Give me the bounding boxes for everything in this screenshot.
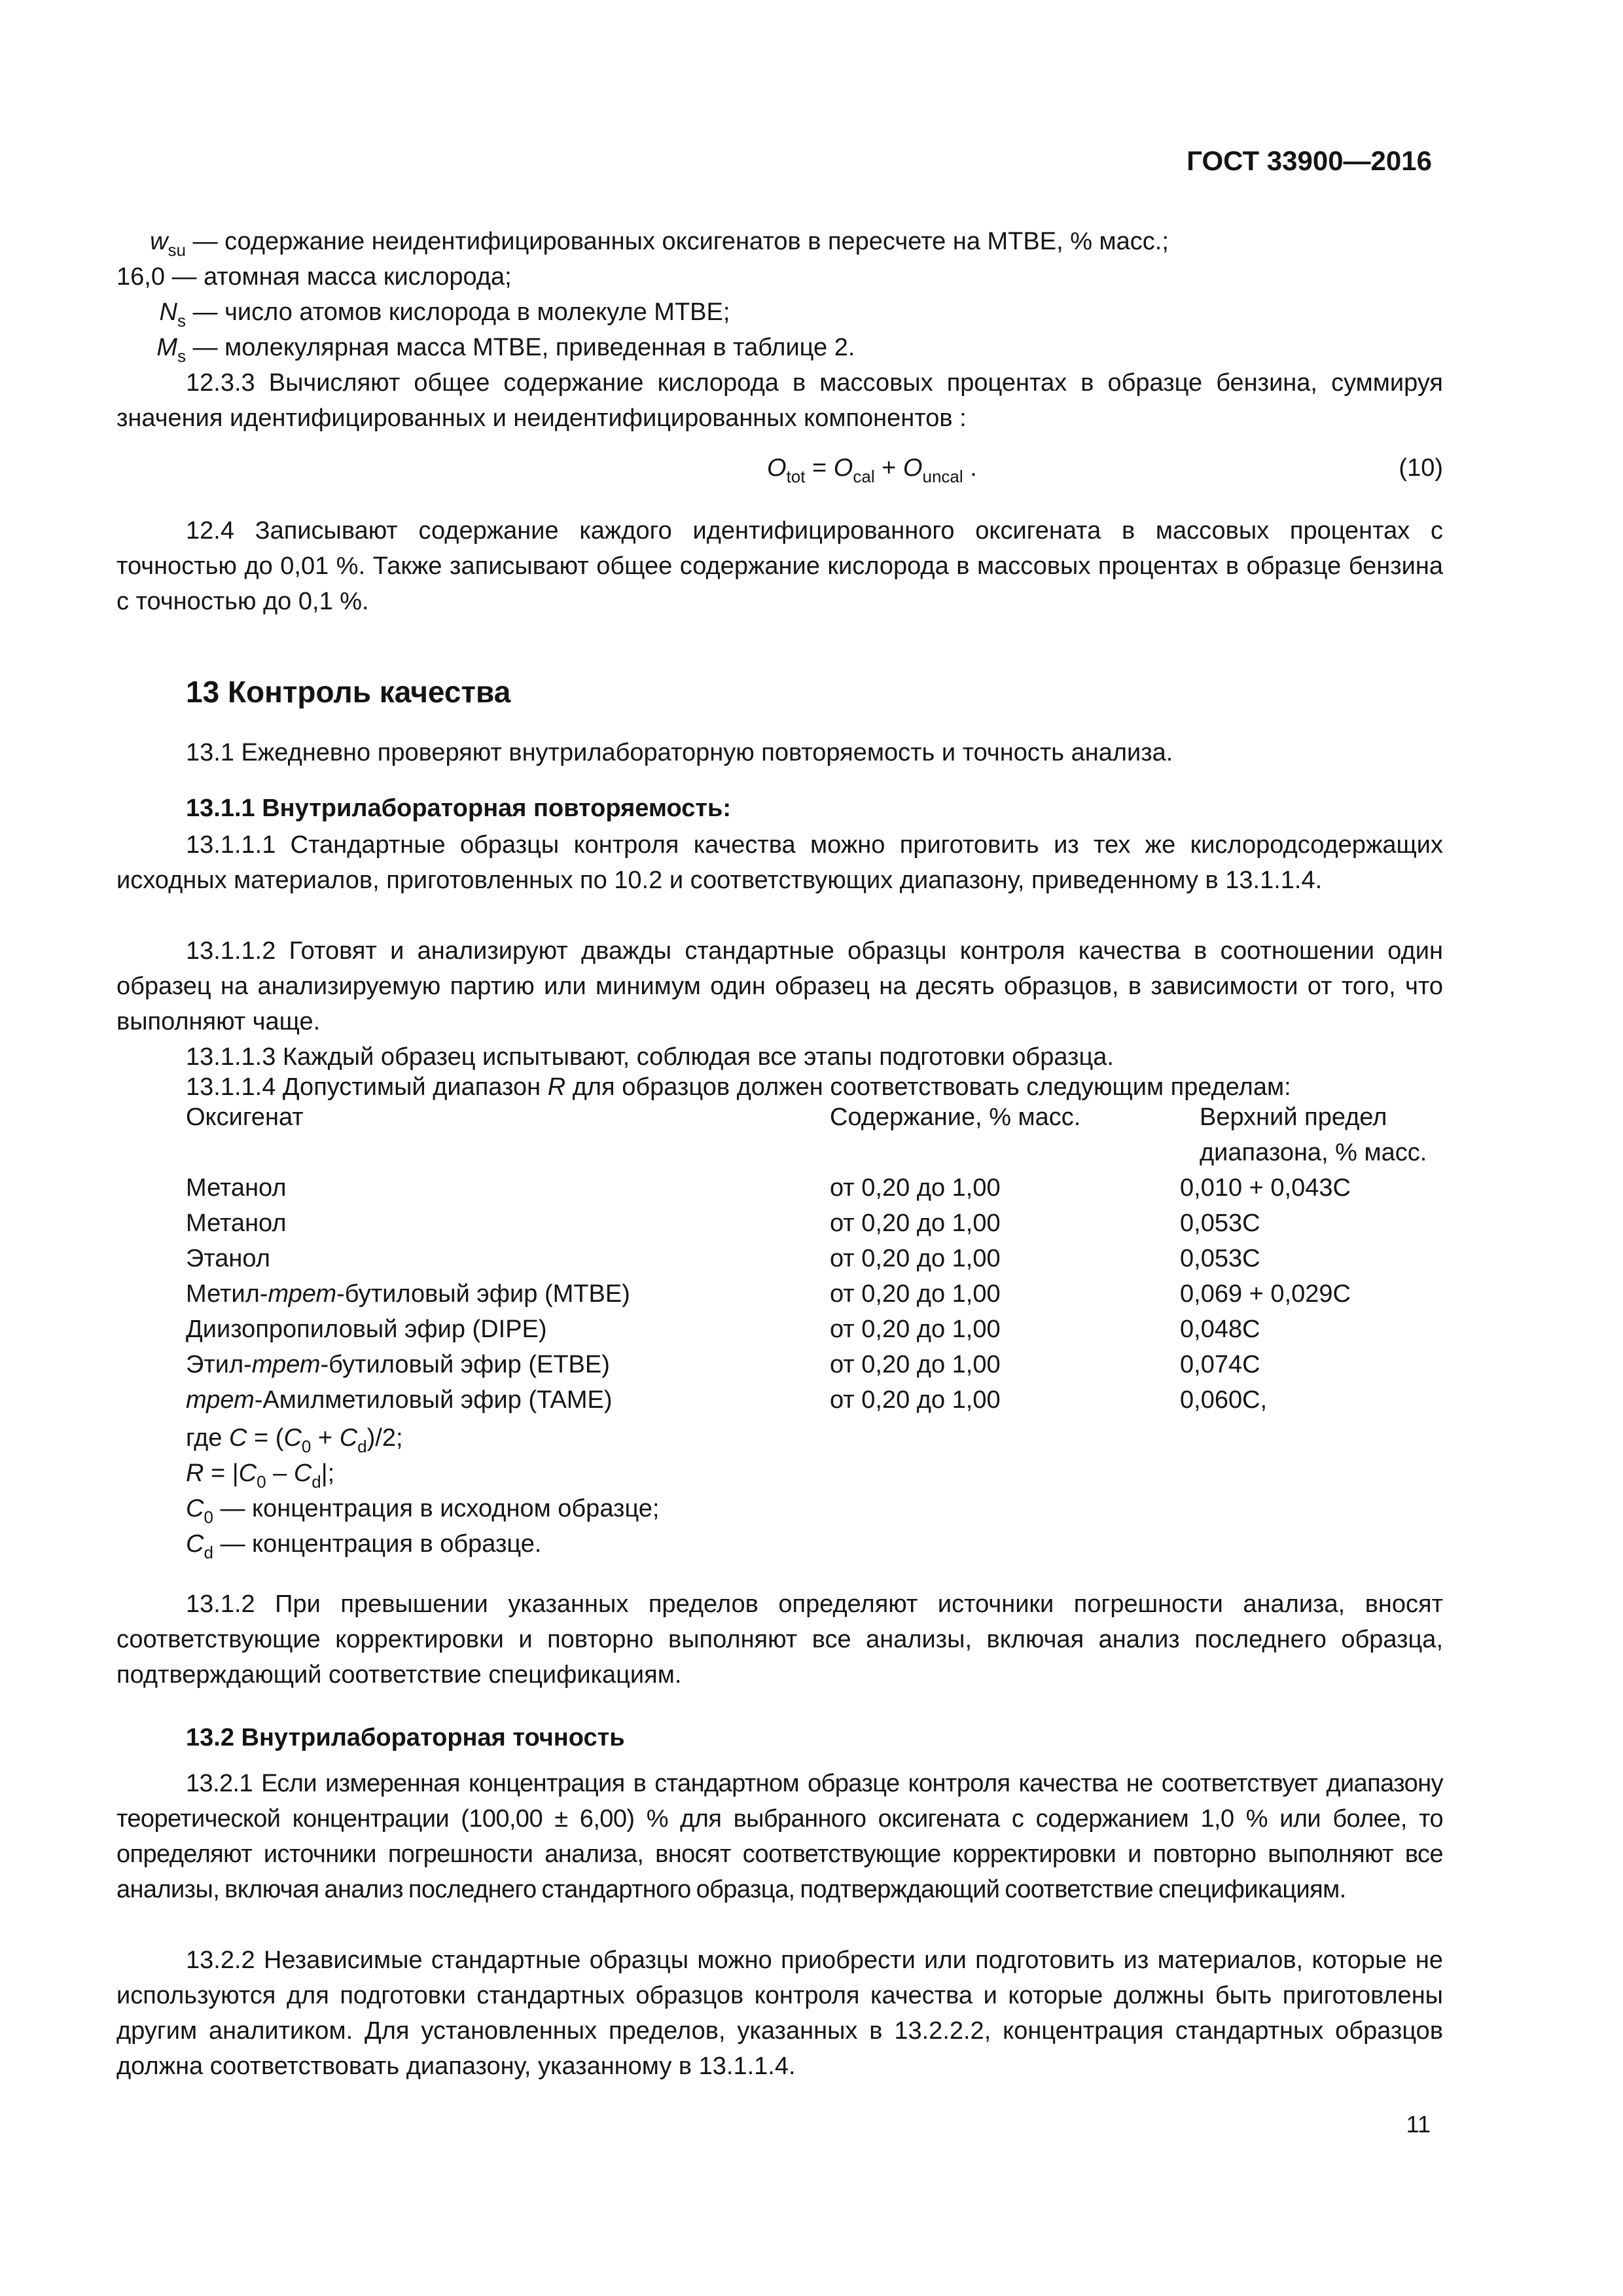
heading-13-1-1: 13.1.1 Внутрилабораторная повторяемость: — [186, 795, 731, 822]
definition-ms: $M_s$ — молекулярная масса МТВЕ, приведенная в таблице 2. — [156, 334, 855, 366]
where-line-cd: $C_d$ — концентрация в образце. — [186, 1530, 542, 1562]
where-line-c0: $C_0$ — концентрация в исходном образце; — [186, 1495, 660, 1527]
where-line-r: $R = |C_0 - C_d|$; — [186, 1460, 335, 1492]
paragraph-13-2-1: 13.2.1 Если измеренная концентрация в стандартном образце контроля качества не соответствует диапазону теоретической концентрации (100,00 ± 6,00) % для выбранного оксигената с содержанием 1,0 % или более, то определяют источники погрешности анализа, вносят соответствующие корректировки и повторно выполняют все анализы, включая анализ последнего стандартного образца, подтверждающий соответствие спецификациям. — [116, 1770, 1443, 1903]
paragraph-12-4: 12.4 Записывают содержание каждого идентифицированного оксигената в массовых процентах с точностью до 0,01 %. Также записывают общее содержание кислорода в массовых процентах в образце бензина с точностью до 0,1 %. — [116, 517, 1443, 615]
upper-limit: 0,074C — [1180, 1351, 1260, 1378]
table-row — [186, 1312, 1455, 1347]
table-row — [186, 1276, 1455, 1312]
header-upper-limit: Верхний предел диапазона, % масс. — [1200, 1103, 1427, 1166]
table-row — [186, 1382, 1455, 1418]
oxygenate-limits-table — [186, 1100, 1455, 1418]
where-definitions — [186, 1420, 1168, 1562]
table-row — [186, 1170, 1455, 1206]
formula-10 — [116, 450, 1443, 490]
oxygenate-name: Метил-трет-бутиловый эфир (МТВЕ) — [186, 1280, 630, 1308]
heading-13-2: 13.2 Внутрилабораторная точность — [186, 1724, 625, 1751]
header-content: Содержание, % масс. — [830, 1103, 1081, 1131]
paragraph-12-3-3: 12.3.3 Вычисляют общее содержание кислорода в массовых процентах в образце бензина, суммируя значения идентифицированных и неидентифицированных компонентов : — [116, 369, 1443, 432]
standard-header: ГОСТ 33900—2016 — [1186, 145, 1432, 176]
oxygenate-name: Этанол — [186, 1245, 270, 1272]
content-range: от 0,20 до 1,00 — [830, 1210, 1001, 1237]
formula-number: (10) — [1399, 454, 1443, 482]
oxygenate-name: Метанол — [186, 1210, 287, 1237]
paragraph-13-1-2: 13.1.2 При превышении указанных пределов определяют источники погрешности анализа, вносят соответствующие корректировки и повторно выполняют все анализы, включая анализ последнего образца, подтверждающий соответствие спецификациям. — [116, 1590, 1443, 1689]
content-range: от 0,20 до 1,00 — [830, 1174, 1001, 1202]
section-13-heading: 13 Контроль качества — [186, 675, 511, 709]
definition-16: 16,0 — атомная масса кислорода; — [116, 263, 512, 291]
definition-ns: $N_s$ — число атомов кислорода в молекуле МТВЕ; — [159, 298, 730, 331]
upper-limit: 0,048C — [1180, 1316, 1260, 1343]
table-row — [186, 1241, 1455, 1276]
header-oxygenate: Оксигенат — [186, 1103, 304, 1131]
paragraph-13-1-1-4: 13.1.1.4 Допустимый диапазон R для образцов должен соответствовать следующим пределам: — [186, 1073, 1291, 1101]
oxygenate-name: Этил-трет-бутиловый эфир (ETBE) — [186, 1351, 610, 1378]
definition-wsu: $w_{su}$ — содержание неидентифицированных оксигенатов в пересчете на МТВЕ, % масс.; — [150, 228, 1169, 260]
paragraph-13-1-1-3: 13.1.1.3 Каждый образец испытывают, соблюдая все этапы подготовки образца. — [186, 1043, 1114, 1071]
content-range: от 0,20 до 1,00 — [830, 1316, 1001, 1343]
content-range: от 0,20 до 1,00 — [830, 1245, 1001, 1272]
content-range: от 0,20 до 1,00 — [830, 1386, 1001, 1414]
paragraph-13-1-1-2: 13.1.1.2 Готовят и анализируют дважды стандартные образцы контроля качества в соотношении один образец на анализируемую партию или минимум один образец на десять образцов, в зависимости от того, что выполняют чаще. — [116, 937, 1443, 1035]
oxygenate-name: трет-Амилметиловый эфир (TAME) — [186, 1386, 613, 1414]
content-range: от 0,20 до 1,00 — [830, 1280, 1001, 1308]
paragraph-13-2-2: 13.2.2 Независимые стандартные образцы можно приобрести или подготовить из материалов, которые не используются для подготовки стандартных образцов контроля качества и которые должны быть приготовлены другим аналитиком. Для установленных пределов, указанных в 13.2.2.2, концентрация стандартных образцов должна соответствовать диапазону, указанному в 13.1.1.4. — [116, 1946, 1443, 2080]
upper-limit: 0,053C — [1180, 1210, 1260, 1237]
upper-limit: 0,053C — [1180, 1245, 1260, 1272]
variable-definitions — [116, 224, 1443, 365]
paragraph-13-1-1-1: 13.1.1.1 Стандартные образцы контроля качества можно приготовить из тех же кислородсодержащих исходных материалов, приготовленных по 10.2 и соответствующих диапазону, приведенному в 13.1.1.4. — [116, 831, 1443, 894]
where-line-c: где $C = (C_0 + C_d)/2$; — [186, 1424, 403, 1456]
upper-limit: 0,069 + 0,029C — [1180, 1280, 1351, 1308]
table-row — [186, 1206, 1455, 1241]
oxygenate-name: Метанол — [186, 1174, 287, 1202]
upper-limit: 0,010 + 0,043C — [1180, 1174, 1351, 1202]
paragraph-13-1: 13.1 Ежедневно проверяют внутрилабораторную повторяемость и точность анализа. — [186, 739, 1173, 766]
page-number: 11 — [1406, 2111, 1431, 2138]
content-range: от 0,20 до 1,00 — [830, 1351, 1001, 1378]
oxygenate-name: Диизопропиловый эфир (DIPE) — [186, 1316, 547, 1343]
table-row — [186, 1347, 1455, 1382]
upper-limit: 0,060C, — [1180, 1386, 1268, 1414]
table-header-row — [186, 1100, 1455, 1170]
formula-expression: $O_{tot} = O_{cal} + O_{uncal}$ . — [767, 454, 977, 486]
